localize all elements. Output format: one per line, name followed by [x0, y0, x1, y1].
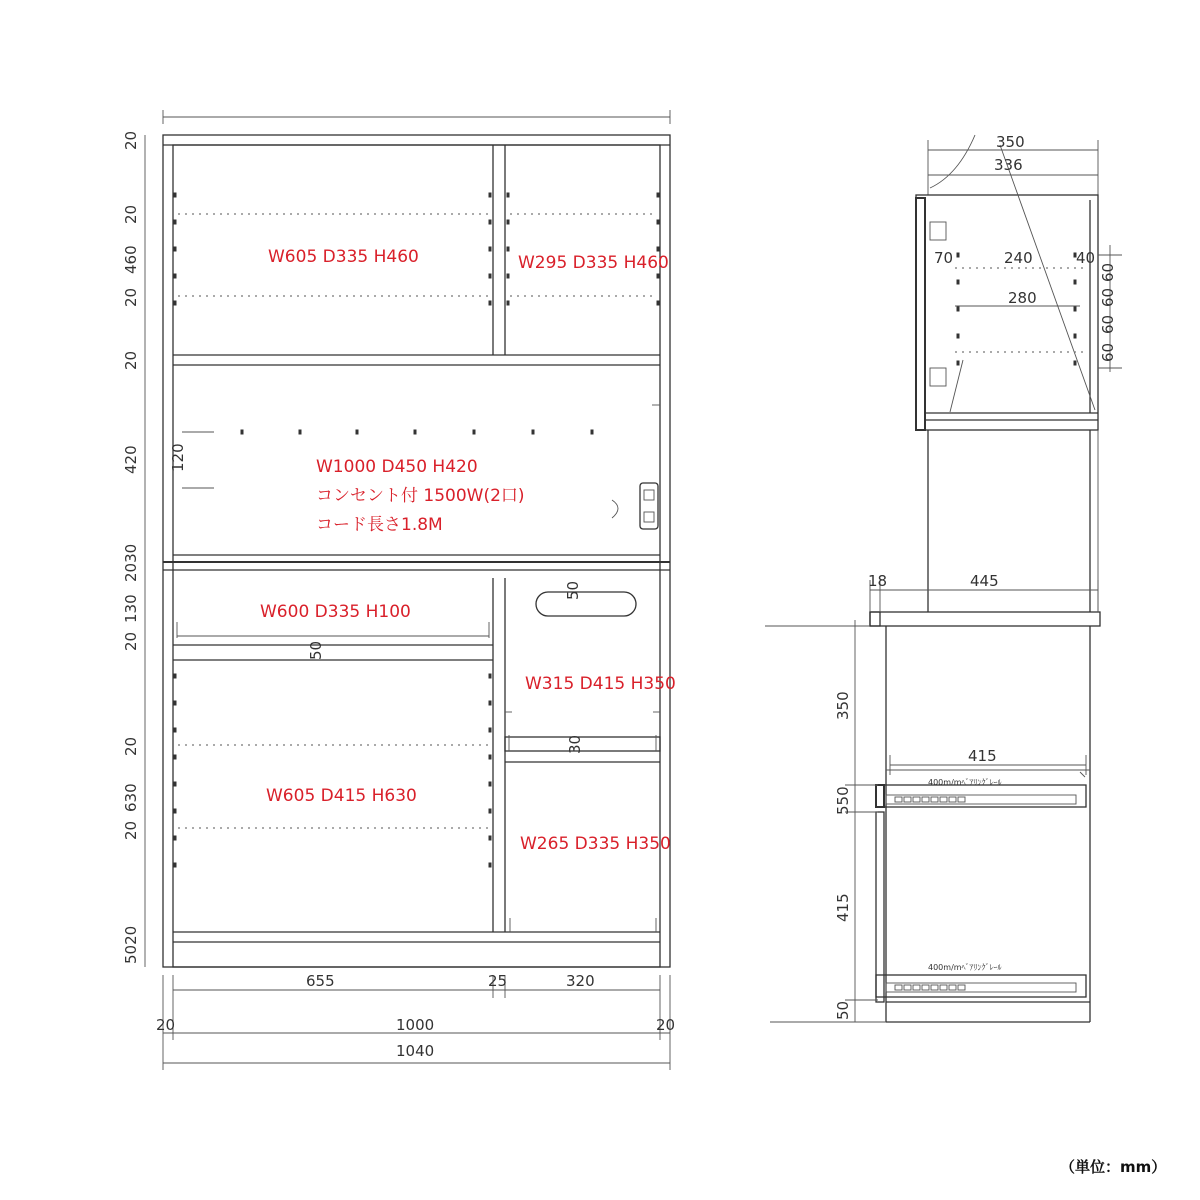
- shelf-pin: [657, 220, 660, 225]
- shelf-pin: [507, 220, 510, 225]
- side-pin: [957, 280, 960, 285]
- side-dim-60c: 60: [1099, 314, 1117, 334]
- rail-roller: [895, 797, 902, 802]
- shelf-pin: [657, 301, 660, 306]
- dim-drawer-50: 50: [307, 640, 325, 660]
- dim-2030: 2030: [122, 543, 140, 582]
- shelf-pin: [174, 701, 177, 706]
- compartment-label-lower-right: W265 D335 H350: [520, 834, 671, 854]
- shelf-pin: [174, 755, 177, 760]
- rail-roller: [922, 985, 929, 990]
- side-dim-415-width: 415: [968, 747, 997, 765]
- side-pin: [957, 361, 960, 366]
- shelf-pin: [489, 247, 492, 252]
- side-dim-40: 40: [1076, 249, 1096, 267]
- side-dim-50: 50: [834, 1000, 852, 1020]
- wall-pin: [299, 430, 302, 435]
- shelf-pin: [507, 193, 510, 198]
- shelf-pin: [489, 701, 492, 706]
- outlet-note: コンセント付 1500W(2口): [316, 486, 525, 506]
- dim-20c: 20: [122, 350, 140, 370]
- shelf-pin: [174, 809, 177, 814]
- rail-roller: [913, 797, 920, 802]
- side-dim-70: 70: [934, 249, 954, 267]
- dim-shelf-20b: 20: [122, 287, 140, 307]
- dim-420: 420: [122, 445, 140, 474]
- rail-roller: [904, 985, 911, 990]
- shelf-pin: [174, 301, 177, 306]
- dim-5020: 5020: [122, 925, 140, 964]
- shelf-pin: [489, 274, 492, 279]
- rail-rollers-upper: [895, 797, 965, 802]
- wall-pin: [473, 430, 476, 435]
- shelf-pin: [174, 674, 177, 679]
- shelf-pin: [489, 836, 492, 841]
- side-dim-240: 240: [1004, 249, 1033, 267]
- dim-20-left: 20: [156, 1016, 176, 1034]
- compartment-label-drawer: W600 D335 H100: [260, 602, 411, 622]
- side-dim-60d: 60: [1099, 342, 1117, 362]
- dim-handle-50: 50: [564, 580, 582, 600]
- compartment-label-upper-left: W605 D335 H460: [268, 247, 419, 267]
- shelf-pin: [174, 220, 177, 225]
- rail-roller: [904, 797, 911, 802]
- shelf-pin: [657, 193, 660, 198]
- rail-roller: [931, 797, 938, 802]
- shelf-pin: [489, 782, 492, 787]
- shelf-pin: [489, 674, 492, 679]
- shelf-pin: [507, 301, 510, 306]
- side-dim-60a: 60: [1099, 262, 1117, 282]
- shelf-pin: [507, 274, 510, 279]
- side-pin: [957, 307, 960, 312]
- dim-25: 25: [488, 972, 508, 990]
- side-pin: [957, 253, 960, 258]
- wall-pin: [414, 430, 417, 435]
- rail-roller: [949, 985, 956, 990]
- compartment-label-lower-left: W605 D415 H630: [266, 786, 417, 806]
- rail-roller: [940, 797, 947, 802]
- compartment-label-middle: W1000 D450 H420: [316, 457, 478, 477]
- side-dim-415: 415: [834, 893, 852, 922]
- shelf-pin: [174, 728, 177, 733]
- side-dim-445: 445: [970, 572, 999, 590]
- shelf-pin: [489, 728, 492, 733]
- wall-pin: [241, 430, 244, 435]
- rail-roller: [949, 797, 956, 802]
- rail-roller: [931, 985, 938, 990]
- rail-label-upper: 400m/mﾍﾞｱﾘﾝｸﾞﾚｰﾙ: [928, 778, 1002, 787]
- side-pin: [957, 334, 960, 339]
- side-dim-336: 336: [994, 156, 1023, 174]
- shelf-pin: [489, 809, 492, 814]
- rail-roller: [895, 985, 902, 990]
- side-dim-350: 350: [996, 133, 1025, 151]
- rail-roller: [940, 985, 947, 990]
- wall-pin: [356, 430, 359, 435]
- side-dim-18: 18: [868, 572, 888, 590]
- side-pin: [1074, 334, 1077, 339]
- shelf-pin: [657, 247, 660, 252]
- dim-130: 130: [122, 594, 140, 623]
- compartment-label-upper-right: W295 D335 H460: [518, 253, 669, 273]
- side-pin: [1074, 307, 1077, 312]
- shelf-pin: [174, 274, 177, 279]
- dim-shelf-20a: 20: [122, 204, 140, 224]
- rail-label-lower: 400m/mﾍﾞｱﾘﾝｸﾞﾚｰﾙ: [928, 963, 1002, 972]
- dim-shelf-20f: 20: [122, 820, 140, 840]
- dim-20-right: 20: [656, 1016, 676, 1034]
- dim-120: 120: [169, 443, 187, 472]
- shelf-pin: [657, 274, 660, 279]
- shelf-pin: [507, 247, 510, 252]
- wall-pin: [532, 430, 535, 435]
- side-dim-350-left: 350: [834, 691, 852, 720]
- shelf-pin: [489, 301, 492, 306]
- dim-320: 320: [566, 972, 595, 990]
- shelf-pin: [174, 863, 177, 868]
- side-dim-60b: 60: [1099, 287, 1117, 307]
- side-pin: [1074, 361, 1077, 366]
- dim-shelf-20e: 20: [122, 736, 140, 756]
- dim-1000: 1000: [396, 1016, 435, 1034]
- cord-note: コード長さ1.8M: [316, 515, 443, 535]
- front-left-dimensions: [122, 131, 187, 964]
- shelf-pin: [489, 863, 492, 868]
- dim-20d: 20: [122, 631, 140, 651]
- wall-pin: [591, 430, 594, 435]
- rail-rollers-lower: [895, 985, 965, 990]
- rail-roller: [922, 797, 929, 802]
- shelf-pin: [174, 836, 177, 841]
- dim-460: 460: [122, 245, 140, 274]
- dim-top-20: 20: [122, 130, 140, 150]
- side-view: [765, 135, 1122, 1022]
- side-pin: [1074, 280, 1077, 285]
- dim-1040: 1040: [396, 1042, 435, 1060]
- compartment-label-right-upper: W315 D415 H350: [525, 674, 676, 694]
- shelf-pin: [174, 782, 177, 787]
- shelf-pin: [174, 247, 177, 252]
- shelf-pin: [489, 220, 492, 225]
- dim-655: 655: [306, 972, 335, 990]
- front-bottom-dimensions: [156, 972, 675, 1070]
- shelf-pin: [489, 755, 492, 760]
- rail-roller: [913, 985, 920, 990]
- shelf-pin: [174, 193, 177, 198]
- unit-note: （単位：mm）: [1060, 1158, 1167, 1176]
- dim-rail-30: 30: [566, 734, 584, 754]
- shelf-pin: [489, 193, 492, 198]
- dim-630: 630: [122, 783, 140, 812]
- side-dim-550: 550: [834, 786, 852, 815]
- rail-roller: [958, 985, 965, 990]
- rail-roller: [958, 797, 965, 802]
- side-dim-280: 280: [1008, 289, 1037, 307]
